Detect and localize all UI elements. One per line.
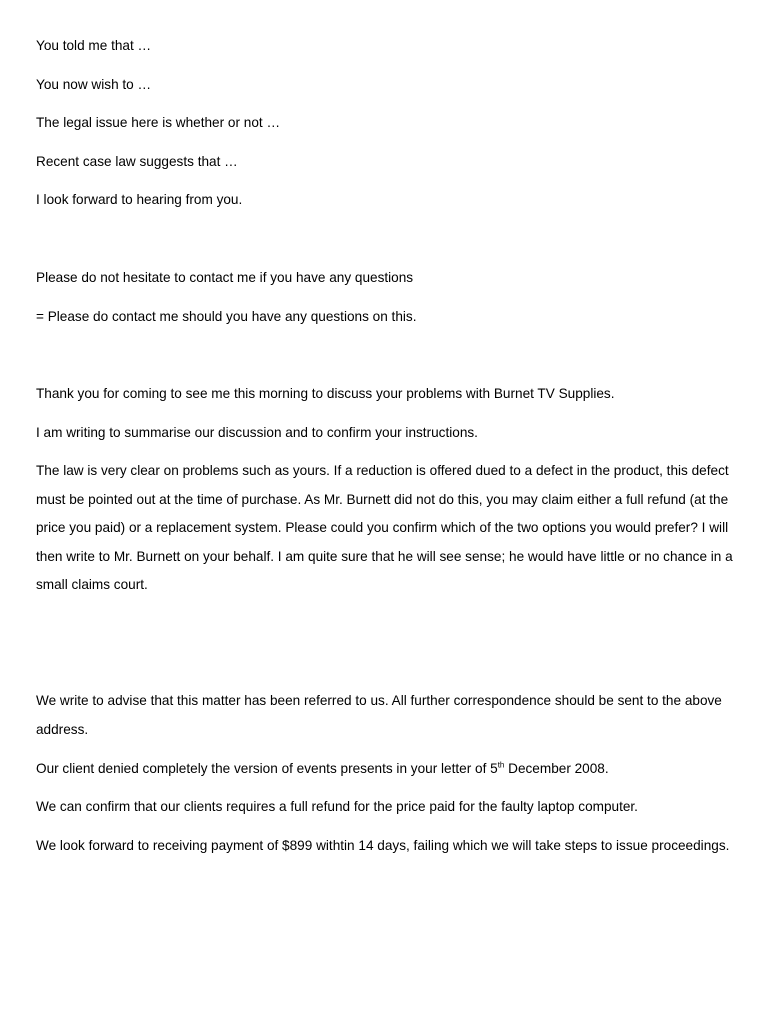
- alternative-improved: = Please do contact me should you have any questions on this.: [36, 309, 417, 324]
- phrase-case-law: Recent case law suggests that …: [36, 154, 238, 169]
- phrase-you-told-me: You told me that …: [36, 38, 152, 53]
- alternative-original: Please do not hesitate to contact me if you have any questions: [36, 270, 414, 285]
- phrase-legal-issue: The legal issue here is whether or not …: [36, 115, 281, 130]
- letter1-body: The law is very clear on problems such as yours. If a reduction is offered dued to a defect in the product, this defect must be pointed out at the time of purchase. As Mr. Burnett did not do this, you may claim either a full refund (at the price you paid) or a replacement system. Please could you confirm which of the two options you would prefer? I will then write to Mr. Burnett on your behalf. I am quite sure that he will see sense; he would have little or no chance in a small claims court.: [36, 463, 733, 593]
- letter1-purpose: I am writing to summarise our discussion and to confirm your instructions.: [36, 425, 478, 440]
- letter2-denial-date: December 2008.: [504, 761, 609, 776]
- letter2-denial-text: Our client denied completely the version of events presents in your letter of 5: [36, 761, 498, 776]
- phrase-you-now-wish: You now wish to …: [36, 77, 152, 92]
- letter2-denial: [36, 755, 736, 784]
- letter2-referral: We write to advise that this matter has been referred to us. All further correspondence should be sent to the above address.: [36, 693, 722, 737]
- letter2-refund-confirmation: We can confirm that our clients requires a full refund for the price paid for the faulty laptop computer.: [36, 799, 638, 814]
- letter2-denial-ordinal: th: [497, 760, 505, 770]
- letter1-opening: Thank you for coming to see me this morning to discuss your problems with Burnet TV Supplies.: [36, 386, 615, 401]
- phrase-look-forward: I look forward to hearing from you.: [36, 192, 243, 207]
- letter2-payment-request: We look forward to receiving payment of $899 withtin 14 days, failing which we will take steps to issue proceedings.: [36, 838, 730, 853]
